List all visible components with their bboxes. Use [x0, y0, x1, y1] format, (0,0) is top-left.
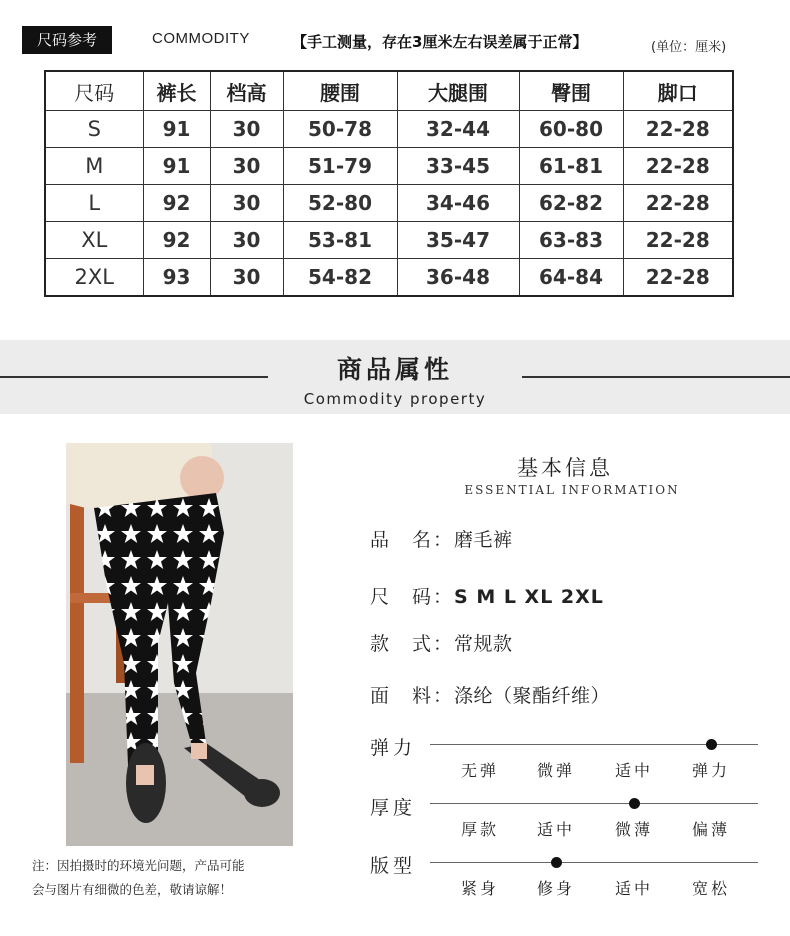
scale-option: 微弹	[536, 761, 575, 780]
commodity-label: COMMODITY	[152, 30, 250, 47]
scale-track-thickness	[430, 803, 758, 804]
size-table	[44, 70, 734, 297]
scale-label-elasticity: 弹力	[370, 737, 417, 759]
cell: 92	[143, 222, 210, 259]
header-thigh: 大腿围	[397, 71, 519, 111]
field-label: 尺 码：	[370, 586, 455, 608]
cell: 91	[143, 148, 210, 185]
cell: 30	[210, 148, 283, 185]
cell: L	[45, 185, 143, 222]
scale-option: 适中	[614, 879, 653, 898]
cell: 35-47	[397, 222, 519, 259]
table-row	[45, 148, 733, 185]
unit-note: (单位：厘米)	[651, 40, 727, 55]
field-fabric	[370, 681, 610, 708]
measurement-note: 【手工测量，存在3厘米左右误差属于正常】	[292, 33, 588, 51]
section-subtitle: Commodity property	[303, 390, 487, 408]
scale-option: 修身	[536, 879, 575, 898]
scale-option: 微薄	[614, 820, 653, 839]
cell: 33-45	[397, 148, 519, 185]
scale-option: 无弹	[460, 761, 499, 780]
scale-label-fit: 版型	[370, 855, 417, 877]
header-waist: 腰围	[283, 71, 397, 111]
cell: 64-84	[519, 259, 623, 297]
cell: 22-28	[623, 111, 733, 148]
header-rise: 档高	[210, 71, 283, 111]
cell: M	[45, 148, 143, 185]
cell: 51-79	[283, 148, 397, 185]
cell: 22-28	[623, 185, 733, 222]
cell: 32-44	[397, 111, 519, 148]
table-row	[45, 111, 733, 148]
header-hem: 脚口	[623, 71, 733, 111]
scale-option: 厚款	[460, 820, 499, 839]
product-photo	[66, 443, 293, 846]
scale-indicator-elasticity	[706, 739, 717, 750]
field-value: 涤纶（聚酯纤维）	[454, 685, 611, 707]
scale-label-thickness: 厚度	[370, 797, 417, 819]
field-style	[370, 629, 513, 656]
color-disclaimer-line2: 会与图片有细微的色差，敬请谅解！	[32, 882, 233, 897]
scale-indicator-thickness	[629, 798, 640, 809]
field-value: S M L XL 2XL	[454, 586, 604, 608]
cell: 53-81	[283, 222, 397, 259]
header-size: 尺码	[45, 71, 143, 111]
cell: 22-28	[623, 148, 733, 185]
cell: 36-48	[397, 259, 519, 297]
table-row	[45, 222, 733, 259]
scale-track-fit	[430, 862, 758, 863]
field-size	[370, 582, 604, 609]
cell: 93	[143, 259, 210, 297]
info-title: 基本信息	[517, 456, 613, 480]
info-subtitle: ESSENTIAL INFORMATION	[464, 483, 680, 497]
cell: 50-78	[283, 111, 397, 148]
cell: 91	[143, 111, 210, 148]
color-disclaimer-line1: 注：因拍摄时的环境光问题，产品可能	[32, 858, 245, 873]
scale-option: 适中	[536, 820, 575, 839]
cell: 22-28	[623, 259, 733, 297]
scale-option: 紧身	[460, 879, 499, 898]
cell: 30	[210, 222, 283, 259]
cell: 2XL	[45, 259, 143, 297]
field-name	[370, 525, 513, 552]
scale-option: 宽松	[691, 879, 730, 898]
section-title: 商品属性	[336, 355, 453, 384]
cell: 61-81	[519, 148, 623, 185]
cell: 52-80	[283, 185, 397, 222]
cell: 54-82	[283, 259, 397, 297]
table-row	[45, 185, 733, 222]
cell: 34-46	[397, 185, 519, 222]
scale-indicator-fit	[551, 857, 562, 868]
scale-option: 适中	[614, 761, 653, 780]
cell: 63-83	[519, 222, 623, 259]
size-reference-tag: 尺码参考	[22, 26, 112, 54]
cell: 22-28	[623, 222, 733, 259]
cell: 60-80	[519, 111, 623, 148]
header-hip: 臀围	[519, 71, 623, 111]
scale-option: 偏薄	[691, 820, 730, 839]
field-label: 品 名：	[370, 529, 455, 551]
cell: S	[45, 111, 143, 148]
cell: 92	[143, 185, 210, 222]
scale-option: 弹力	[691, 761, 730, 780]
field-value: 磨毛裤	[454, 529, 513, 551]
cell: 30	[210, 185, 283, 222]
table-row	[45, 259, 733, 297]
table-header-row	[45, 71, 733, 111]
product-photo-illustration	[66, 443, 293, 846]
cell: 30	[210, 259, 283, 297]
cell: 30	[210, 111, 283, 148]
header-length: 裤长	[143, 71, 210, 111]
cell: XL	[45, 222, 143, 259]
field-label: 面 料：	[370, 685, 455, 707]
cell: 62-82	[519, 185, 623, 222]
field-label: 款 式：	[370, 633, 455, 655]
field-value: 常规款	[454, 633, 513, 655]
